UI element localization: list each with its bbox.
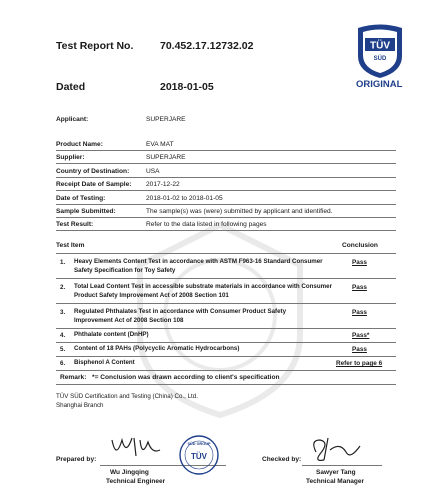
logo-subtext: SÜD xyxy=(373,56,387,62)
report-number: 70.452.17.12732.02 xyxy=(160,40,254,52)
divider xyxy=(56,177,396,178)
test-item-number: 1. xyxy=(60,259,66,266)
field-label: Product Name: xyxy=(56,141,103,148)
divider xyxy=(56,253,396,254)
conclusion-header: Conclusion xyxy=(342,242,378,249)
field-value: EVA MAT xyxy=(146,141,174,148)
divider xyxy=(56,190,396,191)
divider xyxy=(56,150,396,151)
dated-value: 2018-01-05 xyxy=(160,81,214,93)
checked-title: Technical Manager xyxy=(306,478,365,485)
test-item-number: 4. xyxy=(60,332,66,339)
report-number-label: Test Report No. xyxy=(56,40,134,52)
test-item-conclusion: Pass* xyxy=(352,332,370,339)
test-item-conclusion: Pass xyxy=(352,309,367,316)
company-stamp-icon xyxy=(178,434,220,476)
test-item-conclusion: Pass xyxy=(352,346,367,353)
prepared-by-label: Prepared by: xyxy=(56,456,97,463)
test-item-number: 3. xyxy=(60,309,66,316)
field-value: USA xyxy=(146,168,160,175)
checked-name: Sawyer Tang xyxy=(316,469,356,476)
test-item-number: 5. xyxy=(60,346,66,353)
divider xyxy=(56,328,396,329)
field-label: Supplier: xyxy=(56,154,85,161)
divider xyxy=(56,356,396,357)
test-item-text: Regulated Phthalates Test in accordance with Consumer Product Safety Improvement Act of 2008 Section 108 xyxy=(74,308,287,324)
divider xyxy=(56,370,396,371)
applicant-value: SUPERJARE xyxy=(146,116,186,123)
divider xyxy=(56,384,396,385)
test-item-text: Bisphenol A Content xyxy=(74,359,135,366)
test-item-conclusion: Refer to page 6 xyxy=(336,360,383,367)
divider xyxy=(56,303,396,304)
test-item-conclusion: Pass xyxy=(352,284,367,291)
stamp-text: SÜD GROUP xyxy=(187,442,211,446)
remark-label: Remark: xyxy=(60,374,87,381)
field-value: Refer to the data listed in following pages xyxy=(146,221,267,228)
test-item-text: Total Lead Content Test in accessible substrate materials in accordance with Consumer Product Safety Improvement Act of 2008 Section 101 xyxy=(74,283,332,299)
field-value: 2018-01-02 to 2018-01-05 xyxy=(146,195,223,202)
field-value: SUPERJARE xyxy=(146,154,186,161)
divider xyxy=(56,217,396,218)
divider xyxy=(56,163,396,164)
tuv-logo xyxy=(356,22,404,80)
divider xyxy=(56,278,396,279)
test-item-header: Test Item xyxy=(56,242,85,249)
field-label: Receipt Date of Sample: xyxy=(56,181,132,188)
company-branch: Shanghai Branch xyxy=(56,402,104,409)
test-item-number: 2. xyxy=(60,284,66,291)
divider xyxy=(56,204,396,205)
prepared-signature-icon xyxy=(108,430,168,462)
dated-label: Dated xyxy=(56,81,86,93)
checked-signature-icon xyxy=(306,432,368,466)
test-item-text: Content of 18 PAHs (Polycyclic Aromatic Hydrocarbons) xyxy=(74,345,240,352)
prepared-name: Wu Jingqing xyxy=(110,469,149,476)
divider xyxy=(56,342,396,343)
test-item-number: 6. xyxy=(60,360,66,367)
field-label: Country of Destination: xyxy=(56,168,130,175)
prepared-title: Technical Engineer xyxy=(106,478,166,485)
remark-text: *= Conclusion was drawn according to client's specification xyxy=(92,374,280,381)
logo-text: TÜV xyxy=(370,40,390,52)
field-value: 2017-12-22 xyxy=(146,181,180,188)
checked-by-label: Checked by: xyxy=(262,456,302,463)
original-label: ORIGINAL xyxy=(356,79,403,90)
test-item-text: Heavy Elements Content Test in accordance with ASTM F963-16 Standard Consumer Safety Specification for Toy Safety xyxy=(74,258,323,274)
field-value: The sample(s) was (were) submitted by applicant and identified. xyxy=(146,208,333,215)
company-name: TÜV SÜD Certification and Testing (China) Co., Ltd. xyxy=(56,393,198,400)
field-label: Test Result: xyxy=(56,221,94,228)
stamp-logo: TÜV xyxy=(191,452,207,461)
test-item-text: Phthalate content (DnHP) xyxy=(74,331,149,338)
divider xyxy=(56,230,396,231)
test-item-conclusion: Pass xyxy=(352,259,367,266)
applicant-label: Applicant: xyxy=(56,116,89,123)
field-label: Sample Submitted: xyxy=(56,208,116,215)
field-label: Date of Testing: xyxy=(56,195,106,202)
